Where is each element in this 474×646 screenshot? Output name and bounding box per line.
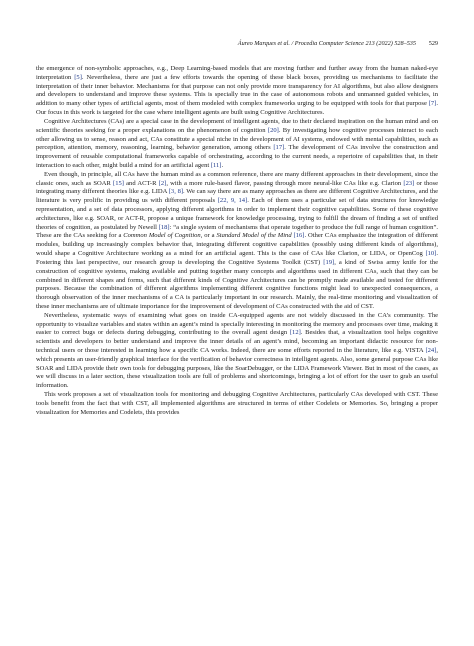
citation-link[interactable]: [2] bbox=[158, 179, 167, 187]
text-run: . bbox=[221, 161, 224, 169]
paragraph bbox=[36, 118, 438, 171]
citation-link[interactable]: [16] bbox=[293, 232, 305, 240]
text-run: . Other CAs emphasize the integration of different modules, building up increasingly complex behavior that, integrating different cognitive capabilities (possibly using different kinds of algorithms), would shape a Cognitive Architecture working as a mind for an artificial agent. This is the case of CAs like Clarion, or LIDA, or OpenCog bbox=[36, 232, 438, 258]
running-header bbox=[36, 40, 438, 52]
text-run: . Fostering this last perspective, our research group is developing the Cognitive Systems Toolkit (CST) bbox=[36, 250, 438, 266]
text-run: . By investigating how cognitive processes interact to each other allowing us to sense, reason and act, CAs constitute a special niche in the development of AI systems, endowed with mental capabilities, such as perception, attention, memory, reasoning, learning, behavior generation, among others bbox=[36, 126, 438, 152]
citation-link[interactable]: [3, 8] bbox=[168, 188, 184, 196]
text-run: : “a single system of mechanisms that operate together to produce the full range of human cognition”. These are the CAs seeking for a bbox=[36, 223, 438, 240]
citation-link[interactable]: [7] bbox=[428, 100, 437, 108]
emphasized-text: Standard Model of the Mind bbox=[216, 232, 292, 240]
text-run: . Nevertheless, there are just a few efforts towards the opening of these black boxes, providing us mechanisms to facilitate the interpretation of their inner behavior. Mechanisms for that purpose can not only provide more transparency for AI algorithms, but also allow designers and developers to understand and improve these systems. This is specially true in the case of autonomous robots and unmanned guided vehicles, in addition to many other types of artificial agents, most of them modeled with complex frameworks urging to be equipped with tools for that purpose bbox=[36, 73, 438, 108]
citation-link[interactable]: [23] bbox=[403, 179, 415, 187]
citation-link[interactable]: [18] bbox=[158, 223, 170, 231]
text-run: This work proposes a set of visualization tools for monitoring and debugging Cognitive Architectures, particularly CAs developed with CST. These tools benefit from the fact that with CST, all implemented algorithms are structured in terms of either Codelets or Memories. So, bringing a proper visualization for Memories and Codelets, this provides bbox=[36, 391, 438, 416]
text-run: , with a more rule-based flavor, passing through more neural-like CAs like e.g. Clarion bbox=[166, 179, 404, 187]
page-number: 529 bbox=[428, 40, 438, 47]
citation-link[interactable]: [22, 9, 14] bbox=[217, 197, 248, 205]
text-run: . The development of CAs involve the construction and improvement of reusable computational frameworks capable of orchestrating, according to the current needs, a repertoire of capabilities that, in their interaction to each other, might build a mind for an artificial agent bbox=[36, 144, 439, 169]
citation-link[interactable]: [19] bbox=[323, 258, 335, 266]
citation-link[interactable]: [24] bbox=[425, 347, 437, 354]
paragraph bbox=[36, 171, 438, 312]
citation-link[interactable]: [20] bbox=[267, 126, 279, 134]
running-head: Áureo Marques et al. / Procedia Computer Science 213 (2022) 528–535 bbox=[237, 40, 416, 47]
citation-link[interactable]: [12] bbox=[289, 329, 301, 337]
text-run: , or a bbox=[200, 232, 217, 240]
citation-link[interactable]: [10] bbox=[425, 250, 437, 258]
text-run: , which presents an user-friendly graphical interface for the verification of behavior correctness in intelligent agents. Also, some general purpose CAs like SOAR and LIDA provide their own tools for debugging purposes, like the SoarDebugger, or the LIDA Framework Viewer. But in most of the cases, as we will discuss in a later section, these visualization tools are full of problems and shortcomings, bringing a lot of effort for the user to grab an useful information. bbox=[36, 347, 438, 390]
text-run: the emergence of non-symbolic approaches, e.g., Deep Learning-based models that are moving further and further away from the human naked-eye interpretation bbox=[36, 65, 438, 81]
text-run: or those integrating many different theories like e.g. LIDA bbox=[36, 179, 438, 196]
text-run: Cognitive Architectures (CAs) are a special case in the development of intelligent agents, due to their declared inspiration on the human mind and on scientific theories seeking for a proper explanations on the phenomenon of cognition bbox=[36, 117, 438, 134]
citation-link[interactable]: [5] bbox=[74, 73, 82, 81]
citation-link[interactable]: [17] bbox=[273, 144, 285, 152]
paragraph bbox=[36, 312, 438, 391]
paragraph bbox=[36, 391, 438, 417]
text-run: . Each of them uses a particular set of data structures for knowledge representation, and a set of data processors, applying different algorithms in order to implement their cognitive capabilities. Some of these cognitive architectures, like e.g. SOAR, or ACT-R, propose a unique framework for knowledge processing, trying to fulfill the dream of finding a set of unified theories of cognition, as postulated by Newell bbox=[36, 197, 438, 231]
text-run: and ACT-R bbox=[123, 179, 159, 187]
text-run: , a kind of Swiss army knife for the construction of cognitive systems, making available and putting together many concepts and algorithms used in different CAs, such that they can be combined in different shapes and forms, such that different kinds of Cognitive Architectures can be promptly made available and tested for different purposes. Because the combination of different algorithms implementing different cognitive functions might lead to unexpected consequences, a thorough observation of the inner mechanisms of a CA is particularly important in our research. Mainly, the real-time monitoring and visualization of these inner mechanisms are of ultimate importance for the improvement of development of CAs constructed with the aid of CST. bbox=[36, 258, 438, 310]
citation-link[interactable]: [15] bbox=[113, 179, 124, 187]
text-run: Nevertheless, systematic ways of examining what goes on inside CA-equipped agents are not widely discussed in the CA’s community. The opportunity to visualize variables and states within an agent’s mind is specially interesting in monitoring the memory and processes over time, making it easier to correct bugs or defects during debugging, contributing to the overall agent design bbox=[36, 311, 438, 337]
text-run: . Our focus in this work is targeted for the case where intelligent agents are built using Cognitive Architectures. bbox=[36, 100, 438, 117]
paragraph bbox=[36, 65, 438, 118]
emphasized-text: Common Model of Cognition bbox=[123, 232, 201, 240]
citation-link[interactable]: [11] bbox=[210, 161, 222, 169]
article-body bbox=[36, 65, 438, 418]
text-run: . We can say there are as many approaches as there are different Cognitive Architectures, and the literature is very prolific in providing us with different proposals bbox=[36, 188, 438, 205]
text-run: . Besides that, a visualization tool helps cognitive scientists and developers to better understand and improve the inner details of an agent’s mind, becoming an important didactic resource for non-technical users or those interested in learning how a specific CA works. Indeed, there are some efforts reported in the literature, like e.g. VISTA bbox=[36, 329, 438, 354]
text-run: Even though, in principle, all CAs have the human mind as a common reference, there are many different approaches in their development, since the classic ones, such as SOAR bbox=[36, 170, 438, 187]
